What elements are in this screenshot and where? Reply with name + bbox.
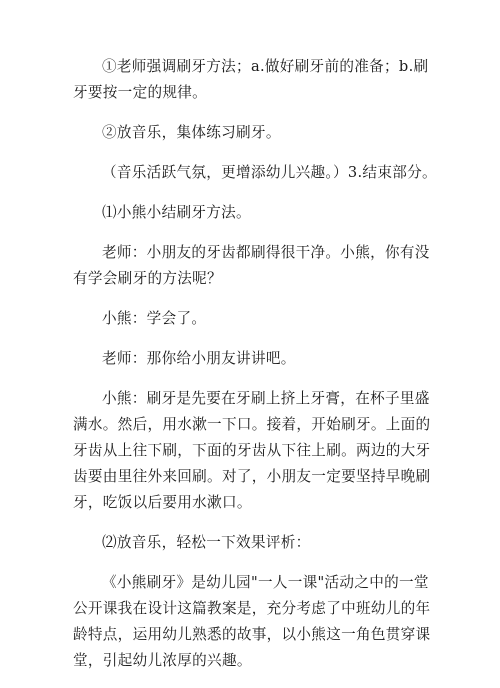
document-body bbox=[73, 54, 440, 688]
paragraph-music-practice: ②放音乐，集体练习刷牙。 bbox=[102, 124, 281, 141]
paragraph-teacher-request: 老师：那你给小朋友讲讲吧。 bbox=[102, 350, 296, 367]
paragraph-teacher-question: 老师：小朋友的牙齿都刷得很干净。小熊，你有没有学会刷牙的方法呢？ bbox=[73, 244, 430, 287]
paragraph-bear-summary: ⑴小熊小结刷牙方法。 bbox=[102, 204, 251, 221]
paragraph-teacher-method: ①老师强调刷牙方法；a.做好刷牙前的准备；b.刷牙要按一定的规律。 bbox=[73, 58, 429, 101]
paragraph-bear-explanation: 小熊：刷牙是先要在牙刷上挤上牙膏，在杯子里盛满水。然后，用水漱一下口。接着，开始刷牙。上面的牙齿从上往下刷，下面的牙齿从下往上刷。两边的大牙齿要由里往外来回刷。对了，小朋友一定要坚持早晚刷牙，吃饭以后要用水漱口。 bbox=[73, 390, 431, 511]
paragraph-bear-answer: 小熊：学会了。 bbox=[102, 310, 207, 327]
paragraph-ending-section: （音乐活跃气氛，更增添幼儿兴趣。）3.结束部分。 bbox=[102, 164, 437, 181]
paragraph-evaluation-heading: ⑵放音乐，轻松一下效果评析： bbox=[102, 534, 311, 551]
paragraph-evaluation-body: 《小熊刷牙》是幼儿园"一人一课"活动之中的一堂公开课我在设计这篇教案是，充分考虑了中班幼儿的年龄特点，运用幼儿熟悉的故事，以小熊这一角色贯穿课堂，引起幼儿浓厚的兴趣。 bbox=[73, 574, 431, 669]
